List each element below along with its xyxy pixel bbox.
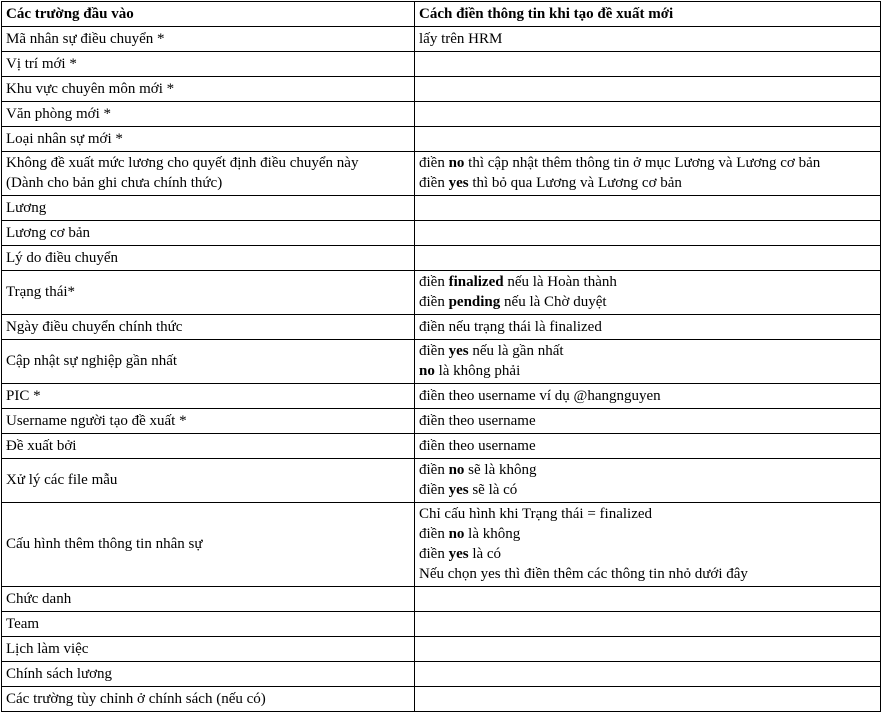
instruction-keyword: yes xyxy=(448,175,469,191)
instruction-cell xyxy=(415,221,881,246)
table-row xyxy=(2,27,881,52)
instruction-cell xyxy=(415,152,881,196)
field-name-cell xyxy=(2,503,415,587)
instruction-text: thì bỏ qua Lương và Lương cơ bản xyxy=(468,175,682,191)
table-row xyxy=(2,384,881,409)
table-row xyxy=(2,459,881,503)
table-row xyxy=(2,612,881,637)
field-name-cell xyxy=(2,637,415,662)
instruction-text: thì cập nhật thêm thông tin ở mục Lương và Lương cơ bản xyxy=(464,155,821,171)
instruction-line xyxy=(419,173,876,193)
instruction-cell xyxy=(415,271,881,315)
instruction-cell xyxy=(415,102,881,127)
instruction-cell xyxy=(415,503,881,587)
table-row xyxy=(2,52,881,77)
instruction-text: điền nếu trạng thái là finalized xyxy=(419,318,602,335)
table-row xyxy=(2,409,881,434)
instruction-line xyxy=(419,292,876,312)
instruction-line xyxy=(419,29,876,49)
field-name-text: Lý do điều chuyển xyxy=(6,249,119,266)
instruction-cell xyxy=(415,340,881,384)
field-name-cell xyxy=(2,315,415,340)
field-name-text: Ngày điều chuyển chính thức xyxy=(6,318,183,335)
instruction-line xyxy=(419,153,876,173)
field-name-text: Các trường tùy chỉnh ở chính sách (nếu có) xyxy=(6,690,266,707)
field-name-cell xyxy=(2,459,415,503)
field-name-text: Username người tạo đề xuất * xyxy=(6,412,187,429)
field-name-text: Đề xuất bởi xyxy=(6,437,77,454)
instruction-line xyxy=(419,544,876,564)
field-name-text: Văn phòng mới * xyxy=(6,105,112,122)
instruction-cell xyxy=(415,315,881,340)
field-name-text: Không đề xuất mức lương cho quyết định điều chuyển này xyxy=(6,155,359,171)
field-name-text: Loại nhân sự mới * xyxy=(6,130,123,147)
instruction-cell xyxy=(415,409,881,434)
field-name-cell xyxy=(2,271,415,315)
field-name-cell xyxy=(2,102,415,127)
field-name-text: Lương cơ bản xyxy=(6,224,90,241)
field-name-cell xyxy=(2,246,415,271)
table-row xyxy=(2,221,881,246)
instruction-line xyxy=(419,272,876,292)
instruction-cell xyxy=(415,196,881,221)
instruction-cell xyxy=(415,637,881,662)
field-name-cell xyxy=(2,152,415,196)
instruction-line xyxy=(419,386,876,406)
instruction-text: điền xyxy=(419,155,449,171)
field-name-cell xyxy=(2,587,415,612)
instruction-text: điền theo username xyxy=(419,437,536,454)
field-name-text: Khu vực chuyên môn mới * xyxy=(6,80,175,97)
table-row xyxy=(2,77,881,102)
table-header-row xyxy=(2,2,881,27)
header-fill-instructions: Cách điền thông tin khi tạo đề xuất mới xyxy=(415,2,881,27)
field-name-text: Mã nhân sự điều chuyển * xyxy=(6,30,165,47)
instruction-line xyxy=(419,411,876,431)
instruction-cell xyxy=(415,127,881,152)
table-row xyxy=(2,246,881,271)
instruction-text: Nếu chọn yes thì điền thêm các thông tin nhỏ dưới đây xyxy=(419,566,748,582)
instruction-cell xyxy=(415,459,881,503)
instruction-keyword: pending xyxy=(448,294,501,310)
instruction-text: sẽ là có xyxy=(468,482,518,498)
instruction-cell xyxy=(415,384,881,409)
instruction-text: nếu là Hoàn thành xyxy=(503,274,617,290)
header-input-fields: Các trường đầu vào xyxy=(2,2,415,27)
field-instructions-table xyxy=(1,1,881,712)
instruction-text: điền xyxy=(419,294,449,310)
table-row xyxy=(2,434,881,459)
instruction-text: điền xyxy=(419,546,449,562)
instruction-keyword: yes xyxy=(448,343,469,359)
instruction-keyword: finalized xyxy=(448,274,504,290)
field-name-text: Team xyxy=(6,615,40,632)
instruction-text: điền xyxy=(419,175,449,191)
instruction-text: sẽ là không xyxy=(464,462,537,478)
instruction-text: là có xyxy=(468,546,502,562)
field-name-text: Lương xyxy=(6,199,47,216)
field-name-text: Trạng thái* xyxy=(6,284,76,300)
field-name-cell xyxy=(2,687,415,712)
instruction-cell xyxy=(415,687,881,712)
field-name-text: Cập nhật sự nghiệp gần nhất xyxy=(6,353,178,369)
field-name-text: Chính sách lương xyxy=(6,665,113,682)
field-name-cell xyxy=(2,77,415,102)
instruction-line xyxy=(419,460,876,480)
instruction-line xyxy=(419,317,876,337)
instruction-cell xyxy=(415,612,881,637)
field-name-text: Vị trí mới * xyxy=(6,55,77,72)
instruction-cell xyxy=(415,27,881,52)
instruction-text: lấy trên HRM xyxy=(419,30,503,47)
field-name-text: Cấu hình thêm thông tin nhân sự xyxy=(6,536,203,552)
instruction-text: nếu là gần nhất xyxy=(468,343,564,359)
table-row xyxy=(2,587,881,612)
instruction-keyword: no xyxy=(448,462,465,478)
field-name-cell xyxy=(2,612,415,637)
instruction-text: điền xyxy=(419,526,449,542)
table-row xyxy=(2,127,881,152)
field-name-cell xyxy=(2,384,415,409)
instruction-text: điền xyxy=(419,343,449,359)
instruction-text: nếu là Chờ duyệt xyxy=(500,294,607,310)
table-row xyxy=(2,315,881,340)
field-name-cell xyxy=(2,662,415,687)
table-row xyxy=(2,687,881,712)
instruction-text: điền xyxy=(419,462,449,478)
instruction-line xyxy=(419,524,876,544)
instruction-line xyxy=(419,504,876,524)
instruction-line xyxy=(419,436,876,456)
instruction-text: là không xyxy=(464,526,521,542)
field-name-cell xyxy=(2,27,415,52)
instruction-text: điền theo username ví dụ @hangnguyen xyxy=(419,387,661,404)
instruction-line xyxy=(419,564,876,584)
instruction-keyword: yes xyxy=(448,482,469,498)
field-name-text: Lịch làm việc xyxy=(6,640,89,657)
field-name-text: Xử lý các file mẫu xyxy=(6,472,118,488)
field-name-text: Chức danh xyxy=(6,590,72,607)
field-name-cell xyxy=(2,196,415,221)
field-name-cell xyxy=(2,127,415,152)
instruction-text: điền xyxy=(419,482,449,498)
table-row xyxy=(2,340,881,384)
instruction-keyword: yes xyxy=(448,546,469,562)
instruction-cell xyxy=(415,434,881,459)
instruction-keyword: no xyxy=(448,526,465,542)
table-row xyxy=(2,637,881,662)
table-row xyxy=(2,271,881,315)
field-name-cell xyxy=(2,409,415,434)
field-name-cell xyxy=(2,221,415,246)
table-row xyxy=(2,196,881,221)
table-row xyxy=(2,503,881,587)
field-name-cell xyxy=(2,52,415,77)
instruction-keyword: no xyxy=(419,363,435,379)
instruction-cell xyxy=(415,246,881,271)
instruction-cell xyxy=(415,77,881,102)
table-row xyxy=(2,102,881,127)
field-name-cell xyxy=(2,340,415,384)
instruction-text: điền theo username xyxy=(419,412,536,429)
instruction-keyword: no xyxy=(448,155,465,171)
instruction-cell xyxy=(415,587,881,612)
table-row xyxy=(2,152,881,196)
instruction-cell xyxy=(415,52,881,77)
field-name-text: PIC * xyxy=(6,387,41,404)
instruction-text: điền xyxy=(419,274,449,290)
field-name-cell xyxy=(2,434,415,459)
table-row xyxy=(2,662,881,687)
instruction-line xyxy=(419,480,876,500)
field-name-text: (Dành cho bản ghi chưa chính thức) xyxy=(6,175,223,191)
instruction-cell xyxy=(415,662,881,687)
table-body xyxy=(2,27,881,712)
instruction-text: là không phải xyxy=(434,363,521,379)
instruction-text: Chỉ cấu hình khi Trạng thái = finalized xyxy=(419,506,653,522)
instruction-line xyxy=(419,341,876,361)
instruction-line xyxy=(419,361,876,381)
